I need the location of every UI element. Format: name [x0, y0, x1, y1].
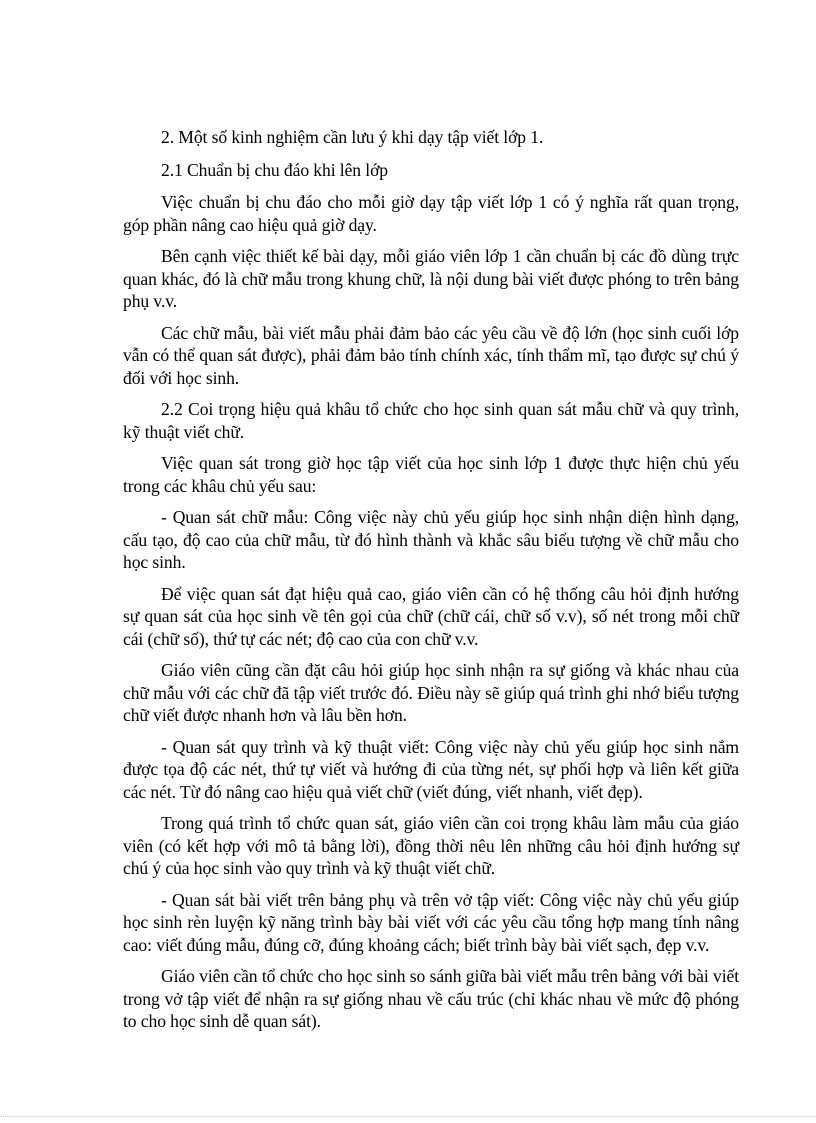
paragraph: Việc quan sát trong giờ học tập viết của học sinh lớp 1 được thực hiện chủ yếu trong các khâu chủ yếu sau:: [123, 453, 739, 496]
page-bottom-divider: [0, 1116, 816, 1117]
paragraph: Trong quá trình tổ chức quan sát, giáo viên cần coi trọng khâu làm mẫu của giáo viên (có kết hợp với mô tả bằng lời), đồng thời nêu lên những câu hỏi định hướng sự chú ý của học sinh vào quy trình và kỹ thuật viết chữ.: [123, 813, 739, 878]
list-paragraph: - Quan sát chữ mẫu: Công việc này chủ yếu giúp học sinh nhận diện hình dạng, cấu tạo, độ cao của chữ mẫu, từ đó hình thành và khắc sâu biểu tượng về chữ mẫu cho học sinh.: [123, 507, 739, 572]
paragraph: Giáo viên cần tổ chức cho học sinh so sánh giữa bài viết mẫu trên bảng với bài viết trong vở tập viết để nhận ra sự giống nhau về cấu trúc (chỉ khác nhau về mức độ phóng to cho học sinh dễ quan sát).: [123, 966, 739, 1031]
paragraph: Bên cạnh việc thiết kế bài dạy, mỗi giáo viên lớp 1 cần chuẩn bị các đồ dùng trực quan khác, đó là chữ mẫu trong khung chữ, là nội dung bài viết được phóng to trên bảng phụ v.v.: [123, 246, 739, 311]
document-body: [123, 126, 739, 1042]
paragraph: Để việc quan sát đạt hiệu quả cao, giáo viên cần có hệ thống câu hỏi định hướng sự quan sát của học sinh về tên gọi của chữ (chữ cái, chữ số v.v), số nét trong mỗi chữ cái (chữ số), thứ tự các nét; độ cao của con chữ v.v.: [123, 583, 739, 649]
paragraph: Các chữ mẫu, bài viết mẫu phải đảm bảo các yêu cầu về độ lớn (học sinh cuối lớp vẫn có thể quan sát được), phải đảm bảo tính chính xác, tính thẩm mĩ, tạo được sự chú ý đối với học sinh.: [123, 322, 739, 388]
subsection-heading-2-1: 2.1 Chuẩn bị chu đáo khi lên lớp: [161, 159, 388, 180]
list-paragraph: - Quan sát bài viết trên bảng phụ và trên vở tập viết: Công việc này chủ yếu giúp học sinh rèn luyện kỹ năng trình bày bài viết với các yêu cầu tổng hợp mang tính nâng cao: viết đúng mẫu, đúng cỡ, đúng khoảng cách; biết trình bày bài viết sạch, đẹp v.v.: [123, 889, 739, 955]
paragraph: Việc chuẩn bị chu đáo cho mỗi giờ dạy tập viết lớp 1 có ý nghĩa rất quan trọng, góp phần nâng cao hiệu quả giờ dạy.: [123, 192, 739, 235]
subsection-heading-2-2: 2.2 Coi trọng hiệu quả khâu tổ chức cho học sinh quan sát mẫu chữ và quy trình, kỹ thuật viết chữ.: [123, 399, 739, 442]
paragraph: Giáo viên cũng cần đặt câu hỏi giúp học sinh nhận ra sự giống và khác nhau của chữ mẫu với các chữ đã tập viết trước đó. Điều này sẽ giúp quá trình ghi nhớ biểu tượng chữ viết được nhanh hơn và lâu bền hơn.: [123, 660, 739, 725]
section-heading-2: 2. Một số kinh nghiệm cần lưu ý khi dạy tập viết lớp 1.: [161, 127, 544, 147]
list-paragraph: - Quan sát quy trình và kỹ thuật viết: Công việc này chủ yếu giúp học sinh nắm được tọa độ các nét, thứ tự viết và hướng đi của từng nét, sự phối hợp và liên kết giữa các nét. Từ đó nâng cao hiệu quả viết chữ (viết đúng, viết nhanh, viết đẹp).: [123, 736, 739, 802]
